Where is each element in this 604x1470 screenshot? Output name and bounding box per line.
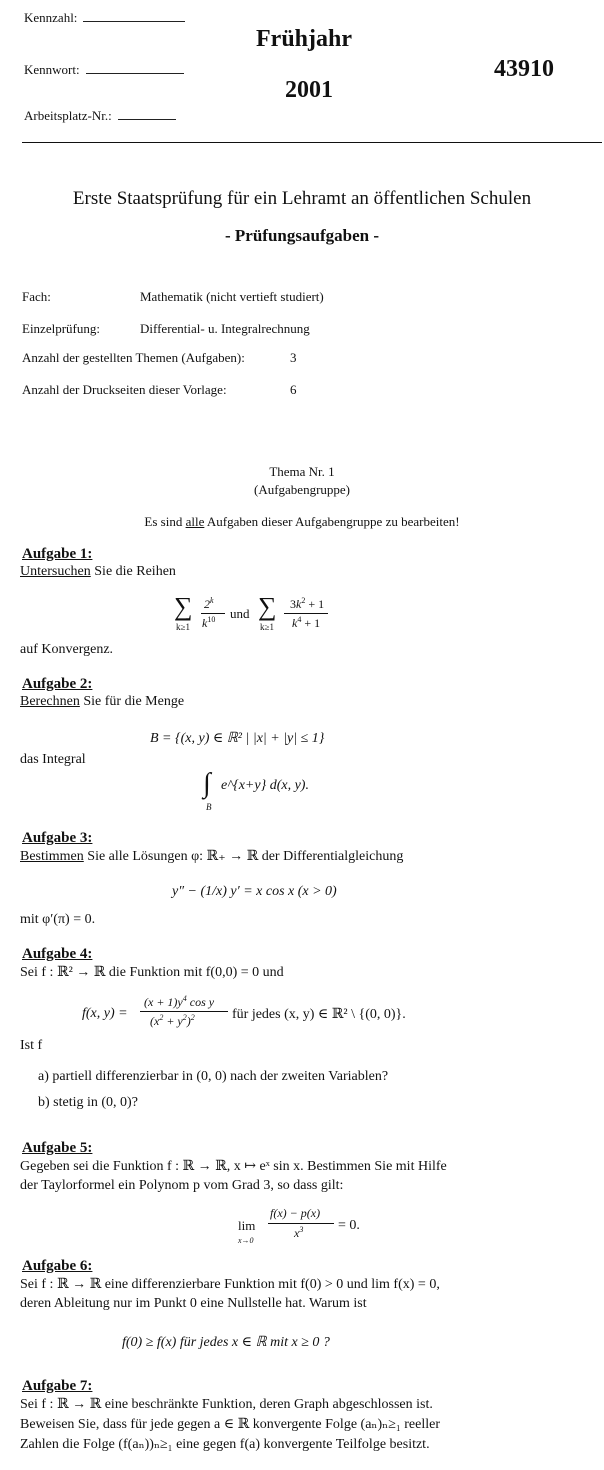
aufgabe-2-integral: ∫ B e^{x+y} d(x, y). [203,768,309,812]
aufgabe-2-line [20,694,184,710]
kennwort-blank [86,72,184,74]
aufgabe-1-verb: Untersuchen [20,564,91,579]
thema-instruction [0,514,604,530]
aufgabe-3-after: mit φ′(π) = 0. [20,912,96,927]
info-value-themen: 3 [290,350,297,365]
kennzahl-blank [83,20,185,22]
aufgabe-3-equation: y″ − (1/x) y′ = x cos x (x > 0) [172,884,337,899]
aufgabe-7-heading: Aufgabe 7: [22,1378,93,1394]
arbeitsplatz-blank [118,118,176,120]
arbeitsplatz-label: Arbeitsplatz-Nr.: [24,108,112,123]
aufgabe-1-text: Sie die Reihen [90,564,176,579]
kennzahl-label: Kennzahl: [24,10,78,25]
aufgabe-6-line-1: Sei f : ℝ → ℝ eine differenzierbare Funktion mit f(0) > 0 und lim f(x) = 0, [20,1277,440,1292]
aufgabe-4-heading: Aufgabe 4: [22,946,93,962]
aufgabe-6-line-2: deren Ableitung nur im Punkt 0 eine Nullstelle hat. Warum ist [20,1296,367,1311]
aufgabe-1-heading: Aufgabe 1: [22,546,93,562]
aufgabe-2-heading: Aufgabe 2: [22,676,93,692]
aufgabe-1-und: und [230,606,250,621]
info-label-fach: Fach: [22,289,51,304]
aufgabe-3-verb: Bestimmen [20,849,84,864]
kennwort-label: Kennwort: [24,62,80,77]
aufgabe-3-line [20,848,403,865]
aufgabe-2-middle: das Integral [20,752,86,767]
info-value-fach: Mathematik (nicht vertieft studiert) [140,289,324,304]
info-label-einzelpruefung: Einzelprüfung: [22,321,100,336]
aufgabe-2-text: Sie für die Menge [79,694,185,709]
exam-subtitle: - Prüfungsaufgaben - [225,226,379,245]
aufgabe-2-integrand: e^{x+y} d(x, y). [221,778,309,793]
aufgabe-1-formula: ∑ k≥1 2$^k$ $k^{10}$ und ∑ k≥1 $3k^2 + 1$ $k^4 + 1$ [174,594,374,642]
aufgabe-5-line-2: der Taylorformel ein Polynom p vom Grad 3, so dass gilt: [20,1178,344,1193]
info-label-themen: Anzahl der gestellten Themen (Aufgaben): [22,350,245,365]
thema-title: Thema Nr. 1 [269,464,335,479]
info-label-druckseiten: Anzahl der Druckseiten dieser Vorlage: [22,382,227,397]
aufgabe-2-verb: Berechnen [20,694,80,709]
instruction-pre: Es sind [144,514,186,529]
exam-title: Erste Staatsprüfung für ein Lehramt an öffentlichen Schulen [72,188,532,209]
aufgabe-6-formula: f(0) ≥ f(x) für jedes x ∈ ℝ mit x ≥ 0 ? [122,1335,330,1350]
instruction-post: Aufgaben dieser Aufgabengruppe zu bearbeiten! [204,514,460,529]
aufgabe-1-after: auf Konvergenz. [20,642,114,657]
aufgabe-1-line [20,564,176,580]
kennwort-field [24,62,184,78]
aufgabe-3-heading: Aufgabe 3: [22,830,93,846]
aufgabe-7-line-3: Zahlen die Folge (f(aₙ))ₙ≥₁ eine gegen f(a) konvergente Teilfolge besitzt. [20,1437,430,1452]
instruction-emphasis: alle [185,514,205,529]
aufgabe-2-set-formula: B = {(x, y) ∈ ℝ² | |x| + |y| ≤ 1} [150,731,325,746]
exam-season: Frühjahr [256,26,352,52]
aufgabe-4-function: f(x, y) = $(x + 1)y^4$ cos y $(x^2 + y^2)^2$ für jedes (x, y) ∈ ℝ² \ {(0, 0)}. [82,994,406,1028]
aufgabe-6-heading: Aufgabe 6: [22,1258,93,1274]
aufgabe-7-line-2: Beweisen Sie, dass für jede gegen a ∈ ℝ konvergente Folge (aₙ)ₙ≥₁ reeller [20,1417,440,1432]
aufgabe-4-function-tail: für jedes (x, y) ∈ ℝ² \ {(0, 0)}. [232,1007,406,1022]
aufgabe-7-line-1: Sei f : ℝ → ℝ eine beschränkte Funktion, deren Graph abgeschlossen ist. [20,1397,433,1412]
exam-year: 2001 [285,77,333,103]
arbeitsplatz-field [24,108,176,124]
header-divider [22,142,602,143]
aufgabe-4-question: Ist f [20,1038,43,1053]
aufgabe-3-text: Sie alle Lösungen φ: ℝ₊ → ℝ der Differentialgleichung [83,849,404,864]
aufgabe-4-item-b: b) stetig in (0, 0)? [38,1095,138,1110]
aufgabe-4-line: Sei f : ℝ² → ℝ die Funktion mit f(0,0) = 0 und [20,965,284,980]
thema-subtitle: (Aufgabengruppe) [253,482,350,497]
aufgabe-4-item-a: a) partiell differenzierbar in (0, 0) nach der zweiten Variablen? [38,1069,389,1084]
info-value-druckseiten: 6 [290,382,297,397]
aufgabe-5-heading: Aufgabe 5: [22,1140,93,1156]
exam-code: 43910 [494,56,554,82]
info-value-einzelpruefung: Differential- u. Integralrechnung [140,321,310,336]
aufgabe-5-line-1: Gegeben sei die Funktion f : ℝ → ℝ, x ↦ eˣ sin x. Bestimmen Sie mit Hilfe [20,1159,447,1174]
aufgabe-5-limit: lim x→0 f(x) − p(x) $x^3$ = 0. [238,1206,360,1245]
kennzahl-field [24,10,185,26]
